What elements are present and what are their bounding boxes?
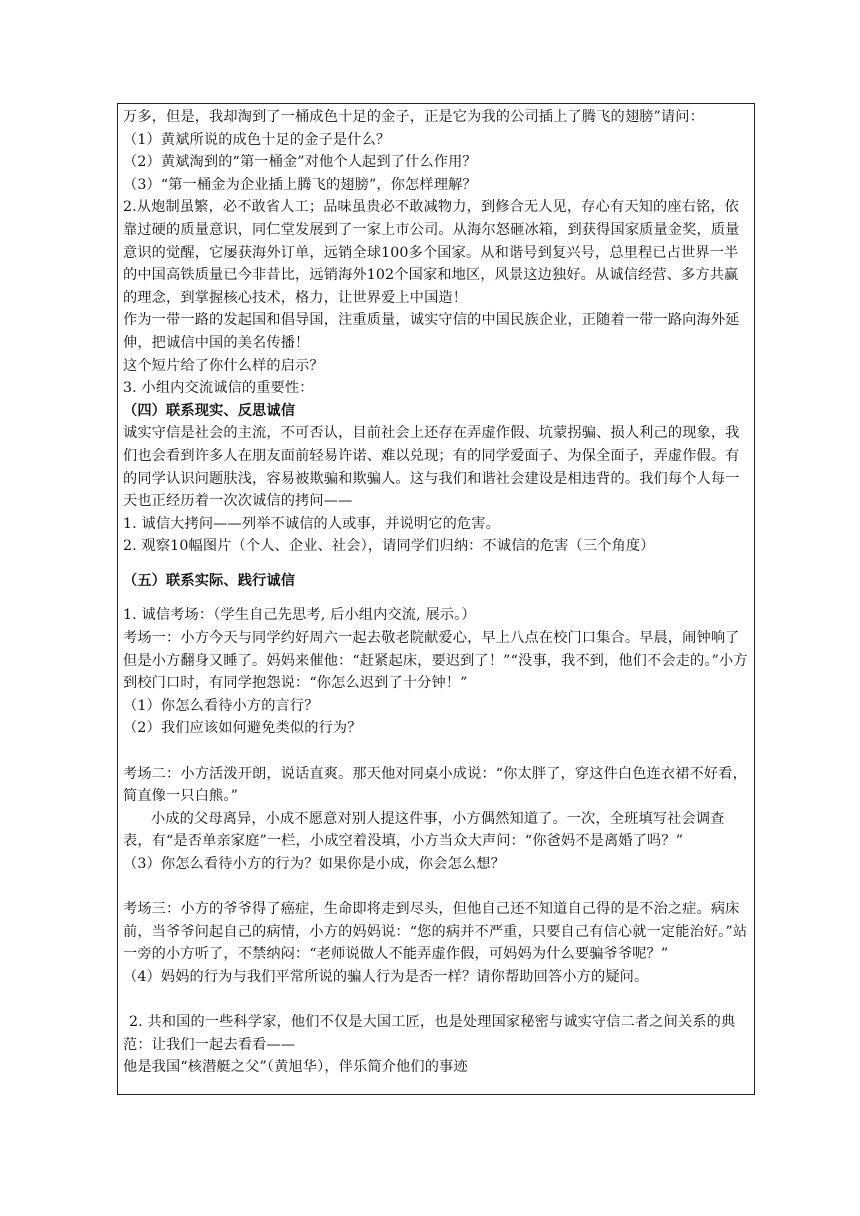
exam-scene-1: 考场一：小方今天与同学约好周六一起去敬老院献爱心，早上八点在校门口集合。早晨，闹钟响了但是小方翻身又睡了。妈妈来催他：“赶紧起床，要迟到了！”“没事，我不到，他们不会走的。”小方到校门口时，有同学抱怨说：“你怎么迟到了十分钟！” bbox=[123, 630, 748, 692]
task-2: 2. 观察10幅图片（个人、企业、社会），请同学们归纳：不诚信的危害（三个角度） bbox=[123, 538, 655, 555]
exam-intro: 1. 诚信考场：（学生自己先思考, 后小组内交流, 展示。） bbox=[123, 607, 476, 624]
paragraph-reality: 诚实守信是社会的主流，不可否认，目前社会上还存在弄虚作假、坑蒙拐骗、损人利己的现象，我们也会看到许多人在朋友面前轻易许诺、难以兑现；有的同学爱面子、为保全面子，弄虚作假。有的同学认识问题肤浅，容易被欺骗和欺骗人。这与我们和谐社会建设是相违背的。我们每个人每一天也正经历着一次次诚信的拷问—— bbox=[123, 425, 740, 510]
group-task: 3. 小组内交流诚信的重要性： bbox=[123, 380, 314, 397]
section-heading-4: （四）联系现实、反思诚信 bbox=[123, 402, 296, 419]
section-heading-5: （五）联系实际、践行诚信 bbox=[123, 572, 296, 589]
scientists-paragraph: 2. 共和国的一些科学家，他们不仅是大国工匠，也是处理国家秘密与诚实守信二者之间关系的典范：让我们一起去看看—— bbox=[123, 1014, 736, 1053]
intro-text: 万多，但是，我却淘到了一桶成色十足的金子，正是它为我的公司插上了腾飞的翅膀”请问： bbox=[123, 109, 704, 125]
nuclear-submarine-line: 他是我国“核潜艇之父”（黄旭华），伴乐简介他们的事迹 bbox=[123, 1059, 468, 1076]
lesson-content bbox=[123, 106, 751, 1079]
exam-question-2: （2）我们应该如何避免类似的行为？ bbox=[123, 720, 362, 737]
paragraph-quality: 2.从炮制虽繁，必不敢省人工；品味虽贵必不敢减物力，到修合无人见，存心有天知的座右铭，依靠过硬的质量意识，同仁堂发展到了一家上市公司。从海尔怒砸冰箱，到获得国家质量金奖，质量意识的觉醒，它屡获海外订单，远销全球100多个国家。从和谐号到复兴号，总里程已占世界一半的中国高铁质量已今非昔比，远销海外102个国家和地区，风景这边独好。从诚信经营、多方共赢的理念，到掌握核心技术，格力，让世界爱上中国造！ bbox=[123, 199, 740, 306]
question-1: （1）黄斌所说的成色十足的金子是什么？ bbox=[123, 131, 391, 148]
question-2: （2）黄斌淘到的“第一桶金”对他个人起到了什么作用？ bbox=[123, 154, 477, 171]
question-3: （3）“第一桶金为企业插上腾飞的翅膀”，你怎样理解？ bbox=[123, 176, 477, 193]
exam-question-3: （3）你怎么看待小方的行为？如果你是小成，你会怎么想？ bbox=[123, 856, 505, 872]
exam-scene-2-continued: 小成的父母离异，小成不愿意对别人提这件事，小方偶然知道了。一次，全班填写社会调查表，有“是否单亲家庭”一栏，小成空着没填，小方当众大声问：“你爸妈不是离婚了吗？” bbox=[123, 810, 725, 850]
prompt-video: 这个短片给了你什么样的启示？ bbox=[123, 357, 324, 374]
exam-scene-2: 考场二：小方活泼开朗，说话直爽。那天他对同桌小成说：“你太胖了，穿这件白色连衣裙不好看，简直像一只白熊。” bbox=[123, 765, 747, 805]
paragraph-belt-road: 作为一带一路的发起国和倡导国，注重质量，诚实守信的中国民族企业，正随着一带一路向海外延伸，把诚信中国的美名传播！ bbox=[123, 312, 740, 351]
exam-question-1: （1）你怎么看待小方的言行？ bbox=[123, 697, 319, 714]
task-1: 1. 诚信大拷问——列举不诚信的人或事，并说明它的危害。 bbox=[123, 515, 500, 532]
exam-question-4: （4）妈妈的行为与我们平常所说的骗人行为是否一样？请你帮助回答小方的疑问。 bbox=[123, 968, 649, 985]
exam-scene-3: 考场三：小方的爷爷得了癌症，生命即将走到尽头，但他自己还不知道自己得的是不治之症。病床前，当爷爷问起自己的病情，小方的妈妈说：“您的病并不严重，只要自己有信心就一定能治好。”站一旁的小方听了，不禁纳闷：“老师说做人不能弄虚作假，可妈妈为什么要骗爷爷呢？” bbox=[123, 901, 748, 963]
